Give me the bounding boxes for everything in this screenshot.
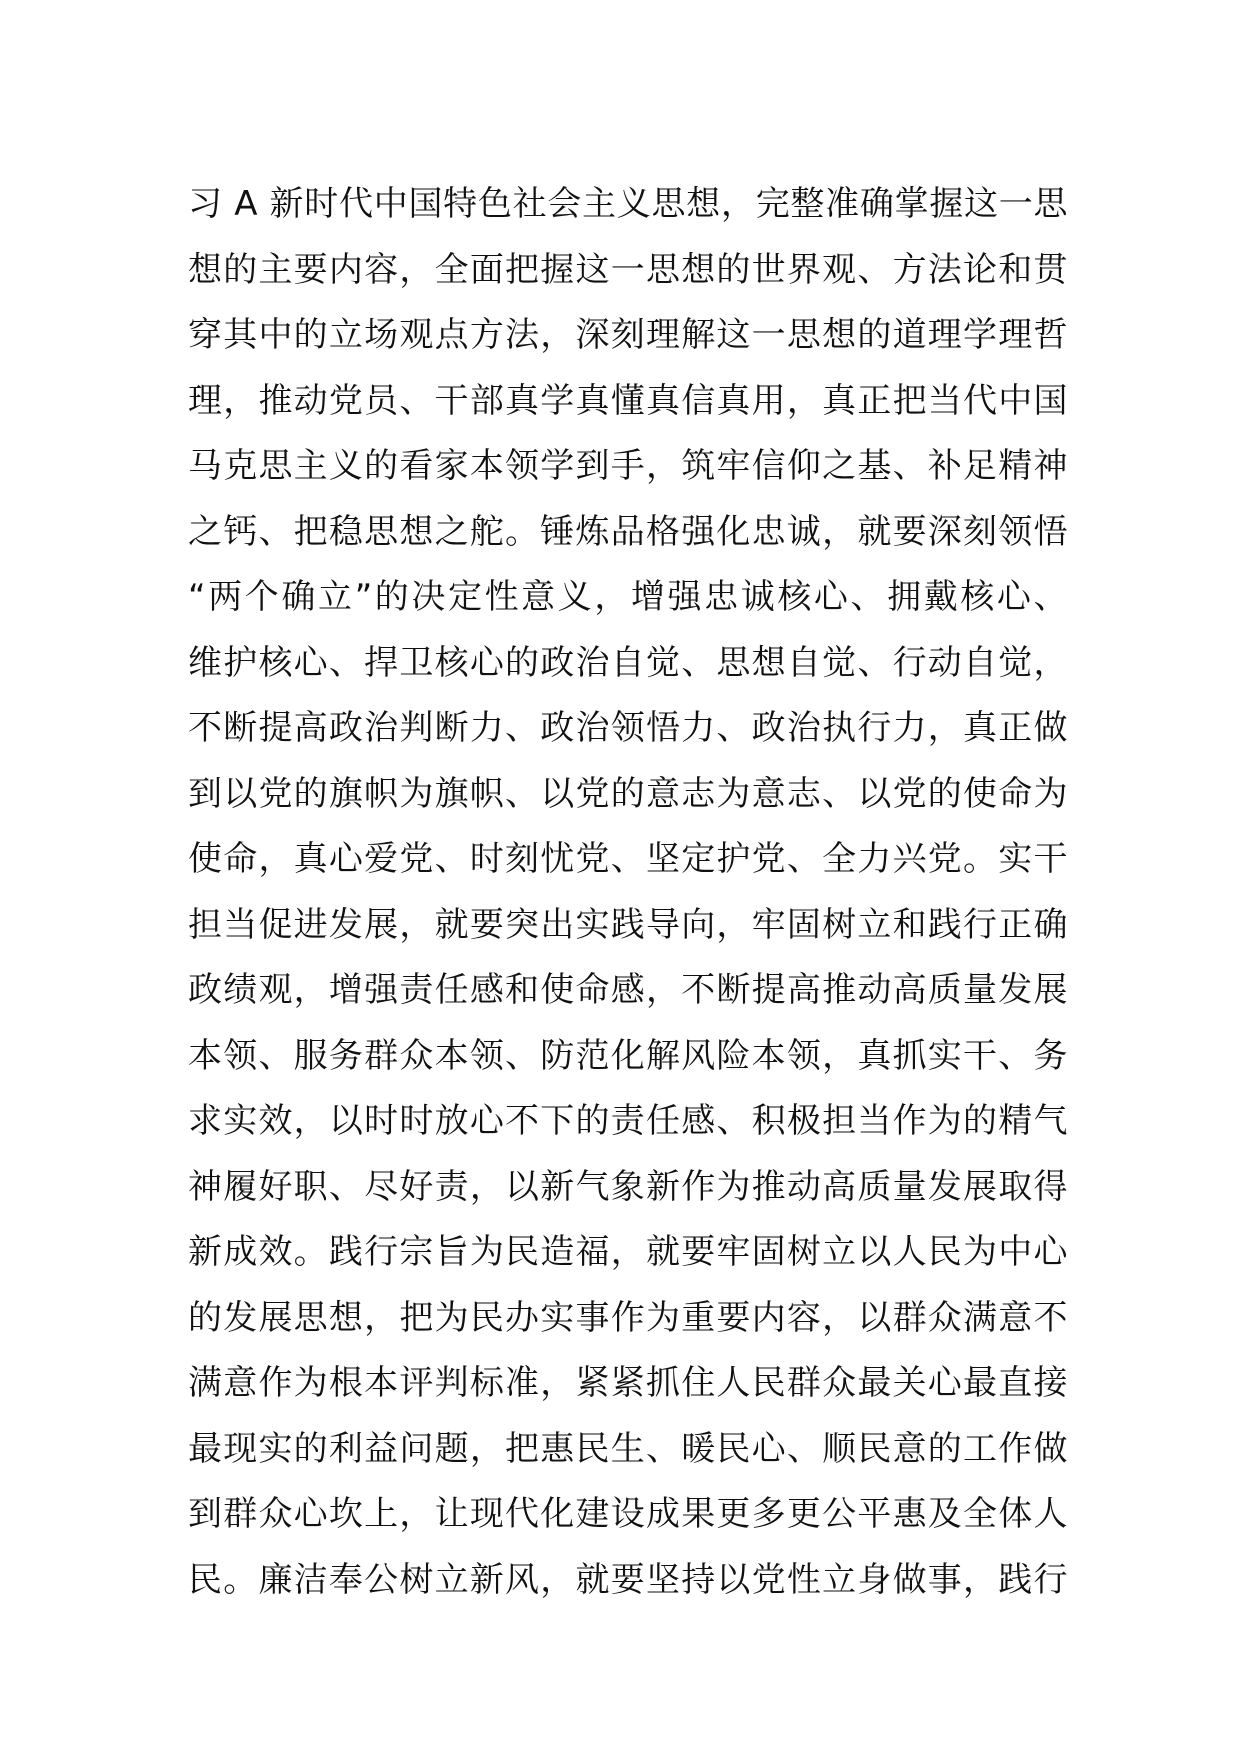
text-line: 不断提高政治判断力、政治领悟力、政治执行力，真正做 (188, 708, 1068, 748)
text-line: 理，推动党员、干部真学真懂真信真用，真正把当代中国 (188, 380, 1068, 421)
text-line: 维护核心、捍卫核心的政治自觉、思想自觉、行动自觉， (188, 642, 1068, 683)
text-line: 想的主要内容，全面把握这一思想的世界观、方法论和贯 (188, 249, 1068, 290)
text-line: 担当促进发展，就要突出实践导向，牢固树立和践行正确 (188, 904, 1068, 945)
text-line: 的发展思想，把为民办实事作为重要内容，以群众满意不 (188, 1297, 1068, 1338)
text-line: 最现实的利益问题，把惠民生、暖民心、顺民意的工作做 (188, 1428, 1068, 1469)
text-line: 政绩观，增强责任感和使命感，不断提高推动高质量发展 (188, 970, 1068, 1010)
body-text (188, 172, 1068, 1613)
text-line: 马克思主义的看家本领学到手，筑牢信仰之基、补足精神 (188, 446, 1068, 486)
text-line: 求实效，以时时放心不下的责任感、积极担当作为的精气 (188, 1101, 1068, 1141)
text-line: 到以党的旗帜为旗帜、以党的意志为意志、以党的使命为 (188, 773, 1068, 814)
text-line: “两个确立”的决定性意义，增强忠诚核心、拥戴核心、 (188, 577, 1068, 617)
text-line: 习 A 新时代中国特色社会主义思想，完整准确掌握这一思 (188, 184, 1068, 224)
text-line: 到群众心坎上，让现代化建设成果更多更公平惠及全体人 (188, 1494, 1068, 1534)
text-line: 新成效。践行宗旨为民造福，就要牢固树立以人民为中心 (188, 1232, 1068, 1272)
text-line: 民。廉洁奉公树立新风，就要坚持以党性立身做事，践行 (188, 1559, 1068, 1600)
text-line: 穿其中的立场观点方法，深刻理解这一思想的道理学理哲 (188, 315, 1068, 355)
text-line: 本领、服务群众本领、防范化解风险本领，真抓实干、务 (188, 1035, 1068, 1076)
text-line: 使命，真心爱党、时刻忧党、坚定护党、全力兴党。实干 (188, 839, 1068, 879)
text-line: 神履好职、尽好责，以新气象新作为推动高质量发展取得 (188, 1166, 1068, 1207)
text-line: 之钙、把稳思想之舵。锤炼品格强化忠诚，就要深刻领悟 (188, 511, 1068, 552)
text-line: 满意作为根本评判标准，紧紧抓住人民群众最关心最直接 (188, 1363, 1068, 1403)
